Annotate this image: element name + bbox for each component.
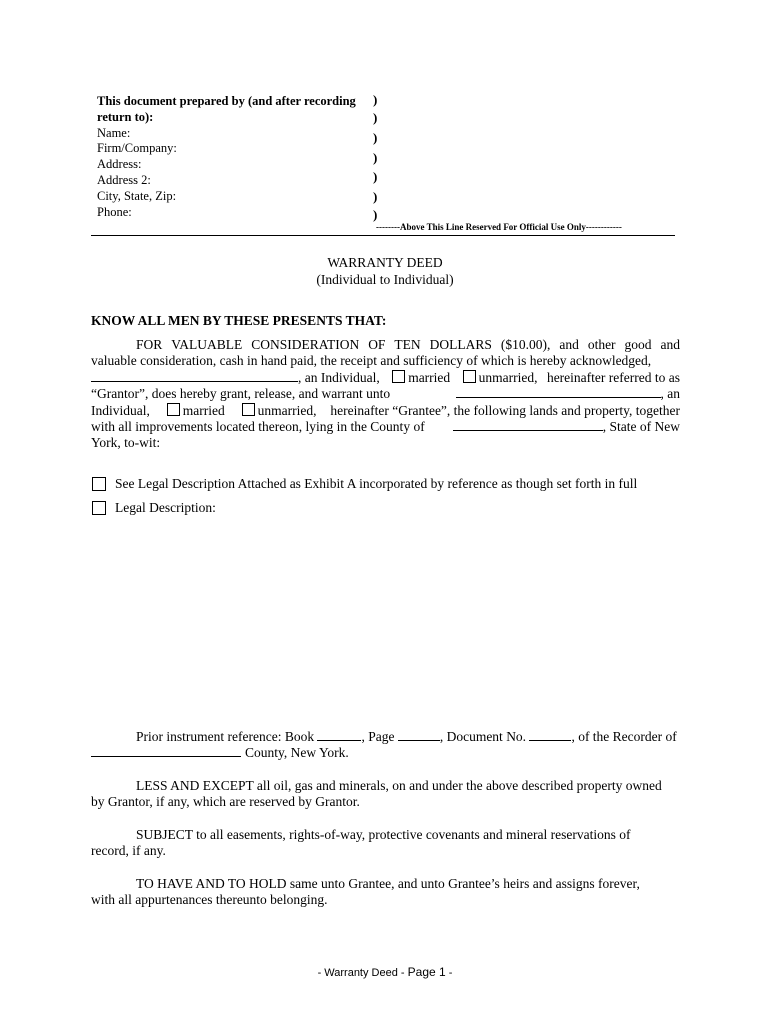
paren: )	[373, 189, 378, 205]
prior-line-1	[91, 729, 680, 745]
less-except-line-1	[91, 778, 680, 794]
prior-text: Prior instrument reference: Book	[136, 729, 315, 744]
habendum-text: with all appurtenances thereunto belonging.	[91, 892, 328, 908]
word: good	[624, 337, 652, 352]
consideration-line-6	[91, 419, 680, 435]
consideration-line-3	[91, 370, 680, 386]
preparer-address2-label: Address 2:	[97, 172, 151, 187]
habendum-text: TO HAVE AND TO HOLD same unto Grantee, and unto Grantee’s heirs and assigns forever,	[136, 876, 640, 891]
prior-instrument-paragraph	[91, 729, 680, 762]
page-number: Page 1	[407, 965, 446, 979]
book-field[interactable]	[317, 729, 361, 741]
less-except-line-2	[91, 794, 680, 810]
paren: )	[373, 169, 378, 185]
know-all-men-heading: KNOW ALL MEN BY THESE PRESENTS THAT:	[91, 313, 387, 328]
married-label: married	[408, 369, 451, 385]
word: ($10.00),	[500, 337, 551, 352]
legal-description-label: Legal Description:	[115, 500, 216, 515]
legal-description-option	[91, 500, 216, 516]
word: TEN	[394, 337, 421, 352]
married-label: married	[182, 402, 225, 418]
consideration-line-1	[91, 337, 680, 353]
consideration-line-4	[91, 386, 680, 402]
grantor-name-field[interactable]	[91, 370, 298, 382]
habendum-paragraph	[91, 876, 680, 909]
word: FOR	[136, 337, 163, 352]
subject-line-1	[91, 827, 680, 843]
legal-description-checkbox[interactable]	[92, 501, 106, 515]
paren: )	[373, 110, 378, 125]
individual-text: Individual,	[91, 402, 150, 418]
referred-text: hereinafter referred to as	[546, 369, 680, 385]
paren: )	[373, 92, 378, 107]
word: VALUABLE	[171, 337, 243, 352]
improvements-text: with all improvements located thereon, lying in the County of	[91, 419, 425, 435]
preparer-heading-cont: return to):	[97, 109, 154, 124]
paren: )	[373, 206, 378, 222]
word: other	[587, 337, 616, 352]
less-except-text: LESS AND EXCEPT all oil, gas and minerals, on and under the above described property owned	[136, 778, 662, 793]
word: and	[660, 337, 680, 352]
unmarried-label: unmarried,	[257, 402, 317, 418]
an-text: , an	[660, 386, 680, 402]
preparer-block	[97, 94, 356, 220]
grantee-unmarried-checkbox[interactable]	[242, 403, 255, 416]
preparer-name-label: Name:	[97, 125, 131, 140]
document-subtitle: (Individual to Individual)	[316, 272, 454, 287]
exhibit-checkbox[interactable]	[92, 477, 106, 491]
word: OF	[368, 337, 386, 352]
footer-doc-title: - Warranty Deed -	[317, 967, 405, 979]
preparer-heading: This document prepared by (and after recording	[97, 94, 356, 108]
county-ny-text: County, New York.	[245, 745, 349, 761]
recorder-county-field[interactable]	[91, 745, 241, 757]
habendum-line-2	[91, 892, 680, 908]
recorder-text: , of the Recorder of	[571, 729, 677, 744]
grantor-unmarried-checkbox[interactable]	[463, 370, 476, 383]
document-no-text: , Document No.	[439, 729, 527, 744]
consideration-line-2	[91, 353, 680, 369]
consideration-paragraph	[91, 337, 680, 452]
page-footer	[0, 965, 770, 979]
word: DOLLARS	[429, 337, 492, 352]
subject-text: record, if any.	[91, 843, 166, 859]
preparer-phone-label: Phone:	[97, 204, 132, 219]
subject-paragraph	[91, 827, 680, 860]
preparer-address-label: Address:	[97, 157, 142, 172]
less-except-text: by Grantor, if any, which are reserved by Grantor.	[91, 794, 360, 810]
consideration-text: valuable consideration, cash in hand paid, the receipt and sufficiency of which is hereby acknowledged,	[91, 353, 652, 369]
exhibit-option	[91, 476, 637, 492]
word: and	[559, 337, 579, 352]
preparer-firm-label: Firm/Company:	[97, 141, 177, 156]
paren: )	[373, 129, 378, 145]
state-text: , State of New	[602, 419, 680, 435]
document-title: WARRANTY DEED	[327, 255, 443, 270]
prior-line-2	[91, 745, 680, 761]
preparer-city-label: City, State, Zip:	[97, 188, 177, 203]
divider-line	[91, 235, 675, 236]
subject-text: SUBJECT to all easements, rights-of-way, protective covenants and mineral reservations of	[136, 827, 631, 842]
grantee-married-checkbox[interactable]	[167, 403, 180, 416]
paren: )	[373, 149, 378, 165]
exhibit-label: See Legal Description Attached as Exhibit A incorporated by reference as though set forth in full	[115, 476, 638, 491]
an-individual-text: , an Individual,	[298, 369, 380, 385]
preparer-parens	[373, 94, 377, 223]
grantor-married-checkbox[interactable]	[392, 370, 405, 383]
document-no-field[interactable]	[529, 729, 571, 741]
county-field[interactable]	[453, 419, 603, 431]
page-text: , Page	[361, 729, 395, 744]
page-field[interactable]	[398, 729, 440, 741]
grantee-text: hereinafter “Grantee”, the following lands and property, together	[330, 402, 680, 418]
subject-line-2	[91, 843, 680, 859]
official-use-line: --------Above This Line Reserved For Official Use Only------------	[376, 222, 622, 232]
to-wit-text: York, to-wit:	[91, 435, 161, 451]
grantee-name-field[interactable]	[456, 386, 661, 398]
consideration-line-5	[91, 403, 680, 419]
word: CONSIDERATION	[251, 337, 360, 352]
unmarried-label: unmarried,	[478, 369, 538, 385]
consideration-line-7	[91, 435, 680, 451]
habendum-line-1	[91, 876, 680, 892]
less-except-paragraph	[91, 778, 680, 811]
footer-dash: -	[448, 967, 453, 979]
grant-text: “Grantor”, does hereby grant, release, and warrant unto	[91, 386, 391, 402]
